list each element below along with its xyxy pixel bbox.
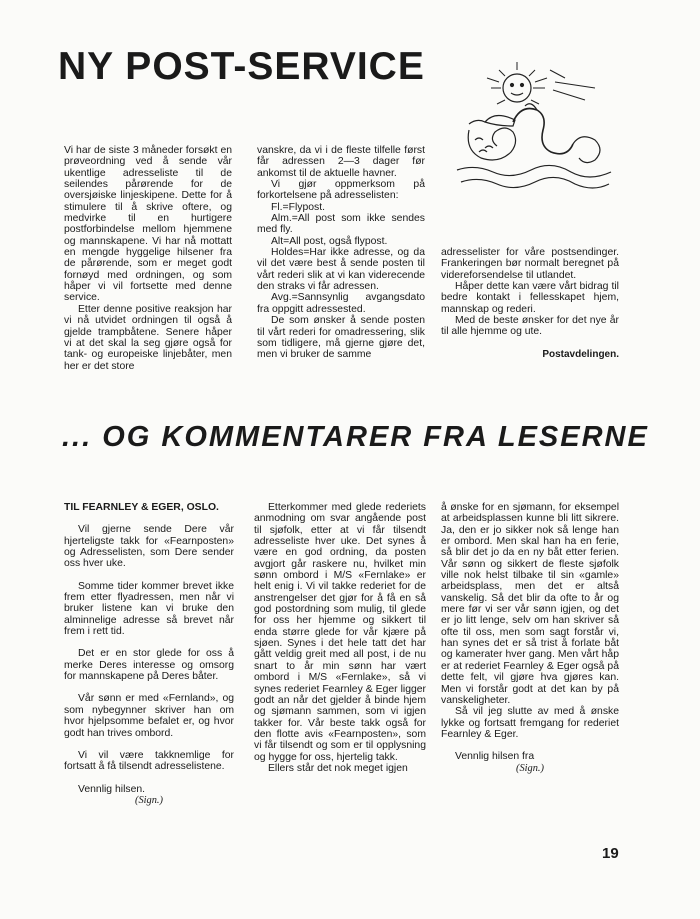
letter-3-column — [441, 502, 619, 774]
paragraph: Ellers står det nok meget igjen — [268, 762, 408, 774]
abbreviation-fl: Fl.=Flypost. — [271, 201, 325, 213]
letter-heading: TIL FEARNLEY & EGER, OSLO. — [64, 502, 219, 513]
letter-1-column — [64, 502, 234, 806]
paragraph: Vi har de siste 3 måneder forsøkt en prøveordning ved å sende vår ukentlige adresseliste til de seilendes pårørende for de oversjøiske linjeskipene. Dette for å stimulere til å skrive oftere, og medvirke til en hurtigere postforbindelse mellom hjemmene og mannskapene. Vi har nå mottatt en mengde hyggelige hilsener fra de pårørende, som er meget godt fornøyd med ordningen, og som håper vi vil fortsette med denne service. — [64, 145, 232, 304]
paragraph: Vi vil være takknemlige for fortsatt å få tilsendt adresselistene. — [64, 749, 234, 773]
closing: Vennlig hilsen. — [78, 783, 146, 795]
signature: (Sign.) — [516, 762, 544, 774]
closing: Vennlig hilsen fra — [455, 751, 535, 763]
paragraph: Vår sønn er med «Fernland», og som nybegynner skriver han om hvor hjelpsomme befalet er, og hvor godt han trives ombord. — [64, 693, 234, 739]
post-service-column-1 — [64, 145, 232, 372]
paragraph: Etterkommer med glede rederiets anmodning om svar angående post til sjøfolk, etter at vi får tilsendt adresseliste hver uke. Det synes å være en god ordning, da posten avgjort går raskere nu, hvilket min sønn ombord i M/S «Fernlake» er helt enig i. Vi vil takke rederiet for de anstrengelser det gjør for å få en så god postordning som mulig, til glede for oss her hjemme og sikkert til enda større glede for vår kjære på sjøen. Synes i det hele tatt det har gått veldig greit med all post, i de nu snart to år min sønn har vært ombord i M/S «Fernlake», så vi synes rederiet Fearnley & Eger ligger godt an når det gjelder å binde hjem og sjømann sammen, som vi igjen takker for. Vår beste takk også for den flotte avis «Fearnposten», som vi får tilsendt og som er til opplysning og hygge for oss, hjertelig takk. — [254, 502, 426, 763]
paragraph: Håper dette kan være vårt bidrag til bedre kontakt i fellesskapet hjem, mannskap og rederi. — [441, 281, 619, 315]
paragraph: å ønske for en sjømann, for eksempel at arbeidsplassen kunne bli litt sikrere. Ja, den er jo sikker nok så lenge han er ombord. Men skal han ha en ferie, så blir det jo da en ny båt etter ferien. Vår sønn og sikkert de fleste sjøfolk ville nok helst tilbake til sin «gamle» arbeidsplass, men det er altså vanskelig. Så det blir da ofte to år og mere før vi ser vår sønn igjen, og det er jo litt lenge, selv om han skriver så ofte til oss, men som sagt forstår vi, han synes det er så trist å forlate båt og kamerater hver gang. Men vårt håp er at rederiet Fearnley & Eger også på dette felt, vil gjøre hva gjøres kan. Men vi forstår godt at det kan by på vanskeligheter. — [441, 502, 619, 706]
page-number: 19 — [602, 845, 619, 862]
abbreviation-holdes: Holdes=Har ikke adresse, og da vil det være best å sende posten til vårt rederi slik at vi kan viderесende den straks vi får adressen. — [257, 247, 425, 293]
post-service-column-2 — [257, 145, 425, 361]
paragraph: Vil gjerne sende Dere vår hjerteligste takk for «Fearnposten» og Adresselisten, som Dere sender oss hver uke. — [64, 524, 234, 570]
paragraph: Etter denne positive reaksjon har vi nå utvidet ordningen til også å gjelde trampbåtene. Senere håper vi at det skal la seg gjøre også for tank- og europeiske linjebåter, men her er det store — [64, 303, 232, 372]
paragraph: Det er en stor glede for oss å merke Deres interesse og omsorg for mannskapene på Deres båter. — [64, 648, 234, 683]
paragraph: Med de beste ønsker for det nye år til alle hjemme og ute. — [441, 315, 619, 338]
paragraph: vanskre, da vi i de fleste tilfelle først får adressen 2—3 dager før ankomst til de aktuelle havner. — [257, 145, 425, 179]
article-title: NY POST-SERVICE — [58, 45, 425, 88]
abbreviation-alm: Alm.=All post som ikke sendes med fly. — [257, 213, 425, 236]
signature: Postavdelingen. — [542, 348, 619, 360]
paragraph: De som ønsker å sende posten til vårt rederi for omadressering, slik som tidligere, må gjerne gjøre det, men vi bruker de samme — [257, 315, 425, 361]
paragraph: Så vil jeg slutte av med å ønske lykke og fortsatt fremgang for rederiet Fearnley & Eger. — [441, 706, 619, 740]
abbreviation-alt: Alt=All post, også flypost. — [271, 235, 388, 247]
sun-seahorse-illustration — [455, 60, 615, 195]
signature: (Sign.) — [135, 794, 163, 806]
abbreviation-avg: Avg.=Sannsynlig avgangsdato fra oppgitt adressested. — [257, 292, 425, 315]
paragraph: Somme tider kommer brevet ikke frem etter flyadressen, men når vi bruker listene kan vi bruke den alminnelige adresse så brevet når frem i rett tid. — [64, 580, 234, 638]
section-title: ... OG KOMMENTARER FRA LESERNE — [62, 421, 649, 453]
paragraph: Vi gjør oppmerksom på forkortelsene på adresselisten: — [257, 179, 425, 202]
letter-2-column — [254, 502, 426, 774]
post-service-column-3 — [441, 247, 619, 360]
paragraph: adresselister for våre postsendinger. Frankeringen bør normalt beregnet på videreforsendelse til utlandet. — [441, 247, 619, 281]
